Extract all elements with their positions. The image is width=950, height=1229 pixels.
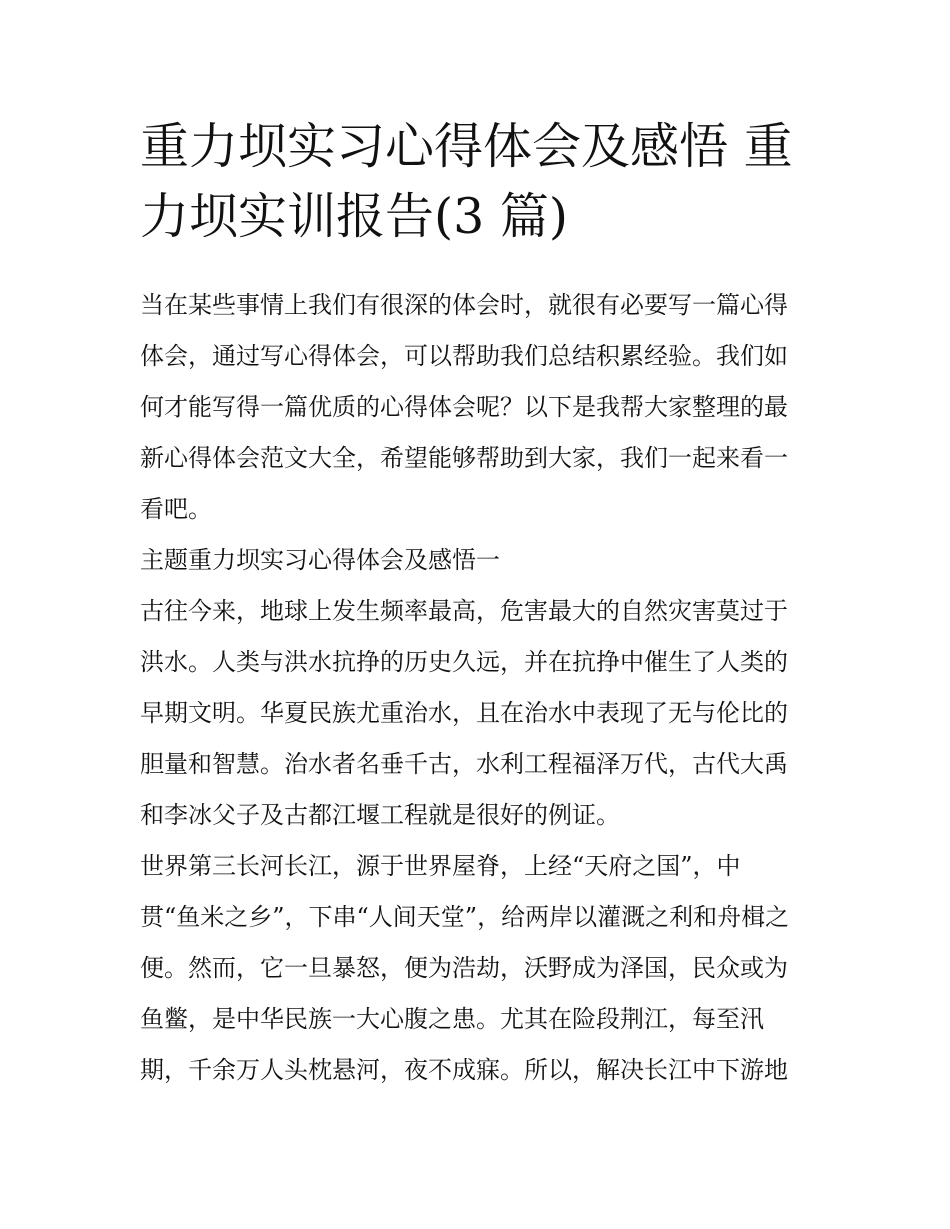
body-line: 新心得体会范文大全，希望能够帮助到大家，我们一起来看一 xyxy=(140,444,788,472)
body-line: 和李冰父子及古都江堰工程就是很好的例证。 xyxy=(140,801,620,829)
title-line: 力坝实训报告(3 篇) xyxy=(140,188,568,245)
body-line: 便。然而，它一旦暴怒，便为浩劫，沃野成为泽国，民众或为 xyxy=(140,954,788,982)
body-line: 贯“鱼米之乡”，下串“人间天堂”，给两岸以灌溉之利和舟楫之 xyxy=(140,903,790,931)
body-line: 当在某些事情上我们有很深的体会时，就很有必要写一篇心得 xyxy=(140,291,788,319)
body-line: 鱼鳖，是中华民族一大心腹之患。尤其在险段荆江，每至汛 xyxy=(140,1005,764,1033)
body-line: 古往今来，地球上发生频率最高，危害最大的自然灾害莫过于 xyxy=(140,597,788,625)
body-line: 洪水。人类与洪水抗挣的历史久远，并在抗挣中催生了人类的 xyxy=(140,648,788,676)
body-line: 胆量和智慧。治水者名垂千古，水利工程福泽万代，古代大禹 xyxy=(140,750,788,778)
body-line: 早期文明。华夏民族尤重治水，且在治水中表现了无与伦比的 xyxy=(140,699,788,727)
document-title xyxy=(140,112,820,252)
document-body xyxy=(140,280,812,1096)
body-line: 体会，通过写心得体会，可以帮助我们总结积累经验。我们如 xyxy=(140,342,788,370)
body-line: 看吧。 xyxy=(140,495,212,523)
body-line: 期，千余万人头枕悬河，夜不成寐。所以，解决长江中下游地 xyxy=(140,1056,788,1084)
body-line: 何才能写得一篇优质的心得体会呢？以下是我帮大家整理的最 xyxy=(140,393,788,421)
title-line: 重力坝实习心得体会及感悟 重 xyxy=(140,118,793,175)
body-line: 世界第三长河长江，源于世界屋脊，上经“天府之国”，中 xyxy=(140,852,741,880)
section-heading: 主题重力坝实习心得体会及感悟一 xyxy=(140,546,500,574)
